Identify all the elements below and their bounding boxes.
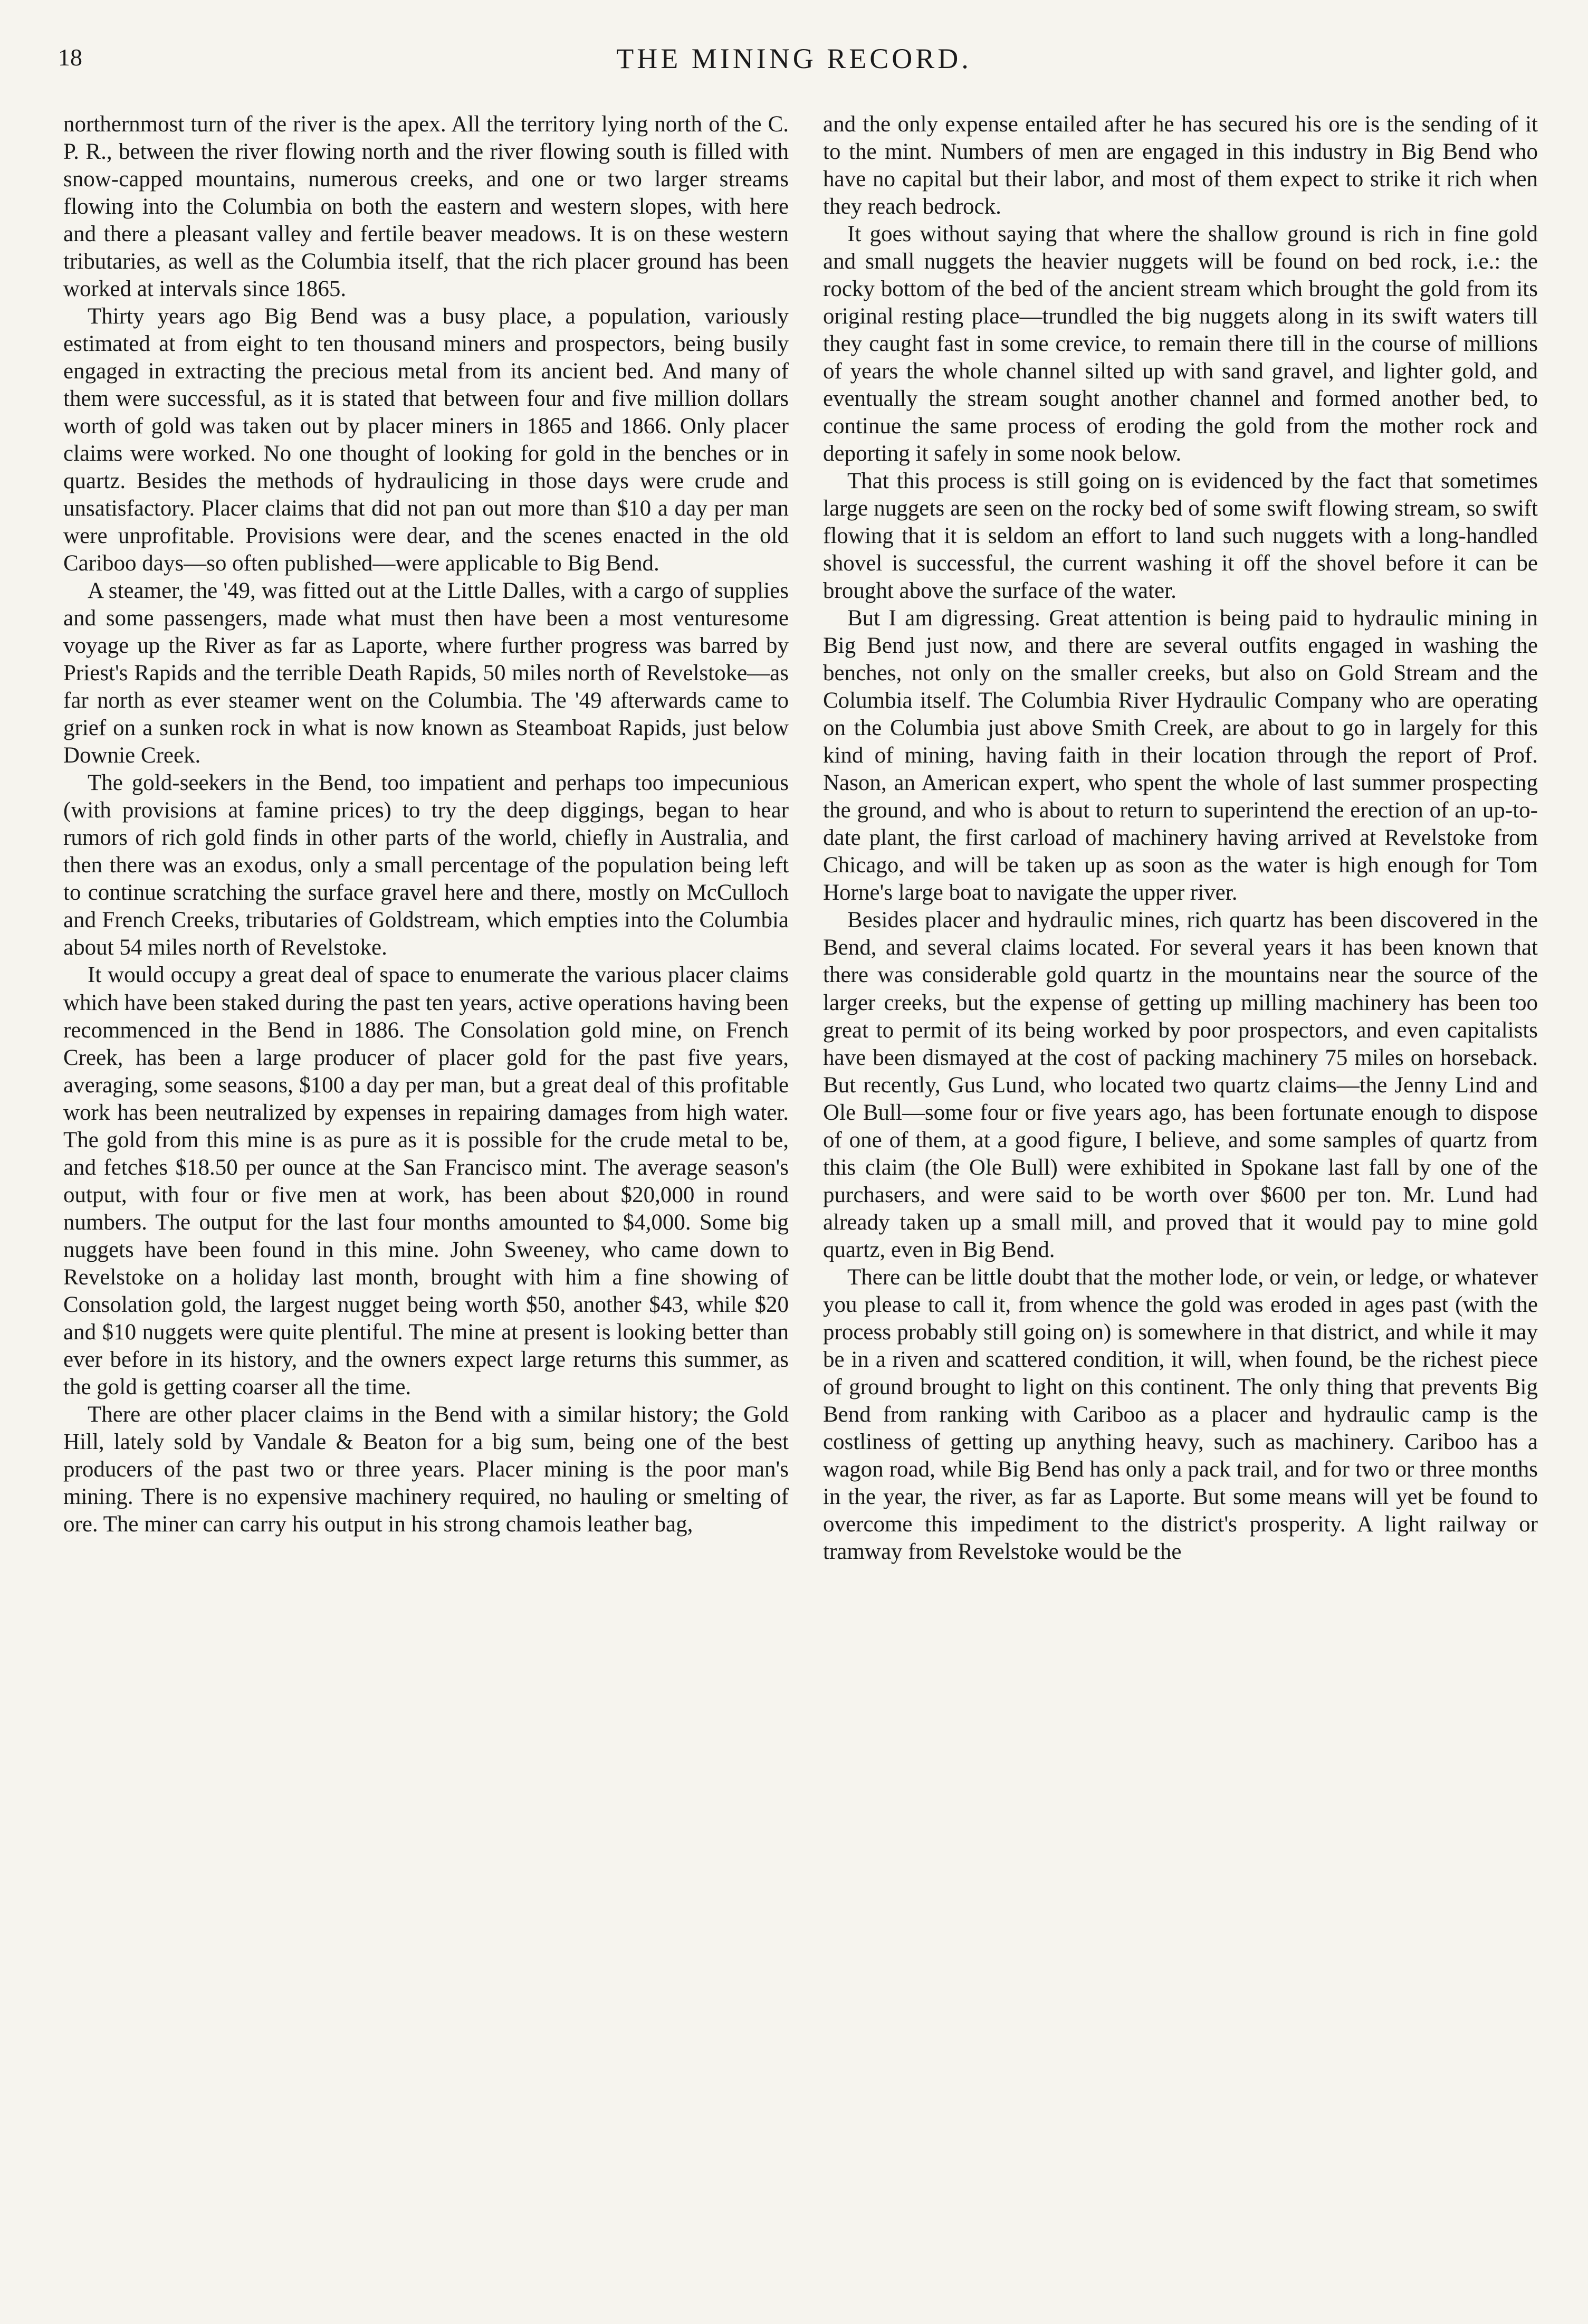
right-column <box>823 111 1538 2290</box>
paragraph: That this process is still going on is evidenced by the fact that sometimes large nuggets are seen on the rocky bed of some swift flowing stream, so swift flowing that it is seldom an effort to land such nuggets with a long-handled shovel is successful, the current washing it off the shovel before it can be brought above the surface of the water. <box>823 469 1538 604</box>
paragraph: Besides placer and hydraulic mines, rich quartz has been discovered in the Bend, and several claims located. For several years it has been known that there was considerable gold quartz in the mountains near the source of the larger creeks, but the expense of getting up milling machinery has been too great to permit of its being worked by poor prospectors, and even capitalists have been dismayed at the cost of packing machinery 75 miles on horseback. But recently, Gus Lund, who located two quartz claims—the Jenny Lind and Ole Bull—some four or five years ago, has been fortunate enough to dispose of one of them, at a good figure, I believe, and some samples of quartz from this claim (the Ole Bull) were exhibited in Spokane last fall by one of the purchasers, and were said to be worth over $600 per ton. Mr. Lund had already taken up a small mill, and proved that it would pay to mine gold quartz, even in Big Bend. <box>823 908 1538 1262</box>
left-column <box>63 111 789 2290</box>
paragraph: There are other placer claims in the Bend with a similar history; the Gold Hill, lately sold by Vandale & Beaton for a big sum, being one of the best producers of the past two or three years. Placer mining is the poor man's mining. There is no expensive machinery required, no hauling or smelting of ore. The miner can carry his output in his strong chamois leather bag, <box>63 1402 789 1537</box>
paragraph: It would occupy a great deal of space to enumerate the various placer claims which have been staked during the past ten years, active operations having been recommenced in the Bend in 1886. The Consolation gold mine, on French Creek, has been a large producer of placer gold for the past five years, averaging, some seasons, $100 a day per man, but a great deal of this profitable work has been neutralized by expenses in repairing damages from high water. The gold from this mine is as pure as it is possible for the crude metal to be, and fetches $18.50 per ounce at the San Francisco mint. The average season's output, with four or five men at work, has been about $20,000 in round numbers. The output for the last four months amounted to $4,000. Some big nuggets have been found in this mine. John Sweeney, who came down to Revelstoke on a holiday last month, brought with him a fine showing of Consolation gold, the largest nugget being worth $50, another $43, while $20 and $10 nuggets were quite plentiful. The mine at present is looking better than ever before in its history, and the owners expect large returns this summer, as the gold is getting coarser all the time. <box>63 963 789 1399</box>
paragraph: But I am digressing. Great attention is being paid to hydraulic mining in Big Bend just now, and there are several outfits engaged in washing the benches, not only on the smaller creeks, but also on Gold Stream and the Columbia itself. The Columbia River Hydraulic Company who are operating on the Columbia just above Smith Creek, are about to go in largely for this kind of mining, having faith in their location through the report of Prof. Nason, an American expert, who spent the whole of last summer prospecting the ground, and who is about to return to superintend the erection of an up-to-date plant, the first carload of machinery having arrived at Revelstoke from Chicago, and will be taken up as soon as the water is high enough for Tom Horne's large boat to navigate the upper river. <box>823 606 1538 906</box>
paragraph: northernmost turn of the river is the apex. All the territory lying north of the C. P. R., between the river flowing north and the river flowing south is filled with snow-capped mountains, numerous creeks, and one or two larger streams flowing into the Columbia on both the eastern and western slopes, with here and there a pleasant valley and fertile beaver meadows. It is on these western tributaries, as well as the Columbia itself, that the rich placer ground has been worked at intervals since 1865. <box>63 112 789 302</box>
paragraph: A steamer, the '49, was fitted out at the Little Dalles, with a cargo of supplies and some passengers, made what must then have been a most venturesome voyage up the River as far as Laporte, where further progress was barred by Priest's Rapids and the terrible Death Rapids, 50 miles north of Revelstoke—as far north as ever steamer went on the Columbia. The '49 afterwards came to grief on a sunken rock in what is now known as Steamboat Rapids, just below Downie Creek. <box>63 578 789 768</box>
paragraph: There can be little doubt that the mother lode, or vein, or ledge, or whatever you please to call it, from whence the gold was eroded in ages past (with the process probably still going on) is somewhere in that district, and while it may be in a riven and scattered condition, it will, when found, be the richest piece of ground brought to light on this continent. The only thing that prevents Big Bend from ranking with Cariboo as a placer and hydraulic camp is the costliness of getting up anything heavy, such as machinery. Cariboo has a wagon road, while Big Bend has only a pack trail, and for two or three months in the year, the river, as far as Laporte. But some means will yet be found to overcome this impediment to the district's prosperity. A light railway or tramway from Revelstoke would be the <box>823 1264 1538 1564</box>
paragraph: Thirty years ago Big Bend was a busy place, a population, variously estimated at from eight to ten thousand miners and prospectors, being busily engaged in extracting the precious metal from its ancient bed. And many of them were successful, as it is stated that between four and five million dollars worth of gold was taken out by placer miners in 1865 and 1866. Only placer claims were worked. No one thought of looking for gold in the benches or in quartz. Besides the methods of hydraulicing in those days were crude and unsatisfactory. Placer claims that did not pan out more than $10 a day per man were unprofitable. Provisions were dear, and the scenes enacted in the old Cariboo days—so often published—were applicable to Big Bend. <box>63 304 789 576</box>
paragraph: It goes without saying that where the shallow ground is rich in fine gold and small nuggets the heavier nuggets will be found on bed rock, i.e.: the rocky bottom of the bed of the ancient stream which brought the gold from its original resting place—trundled the big nuggets along in its swift waters till they caught fast in some crevice, to remain there till in the course of millions of years the whole channel silted up with sand gravel, and lighter gold, and eventually the stream sought another channel and formed another bed, to continue the same process of eroding the gold from the mother rock and deporting it safely in some nook below. <box>823 222 1538 466</box>
paragraph: The gold-seekers in the Bend, too impatient and perhaps too impecunious (with provisions at famine prices) to try the deep diggings, began to hear rumors of rich gold finds in other parts of the world, chiefly in Australia, and then there was an exodus, only a small percentage of the population being left to continue scratching the surface gravel here and there, mostly on McCulloch and French Creeks, tributaries of Goldstream, which empties into the Columbia about 54 miles north of Revelstoke. <box>63 770 789 960</box>
page-number: 18 <box>58 44 82 71</box>
running-head-title: THE MINING RECORD. <box>616 43 972 74</box>
paragraph: and the only expense entailed after he has secured his ore is the sending of it to the mint. Numbers of men are engaged in this industry in Big Bend who have no capital but their labor, and most of them expect to strike it rich when they reach bedrock. <box>823 112 1538 220</box>
